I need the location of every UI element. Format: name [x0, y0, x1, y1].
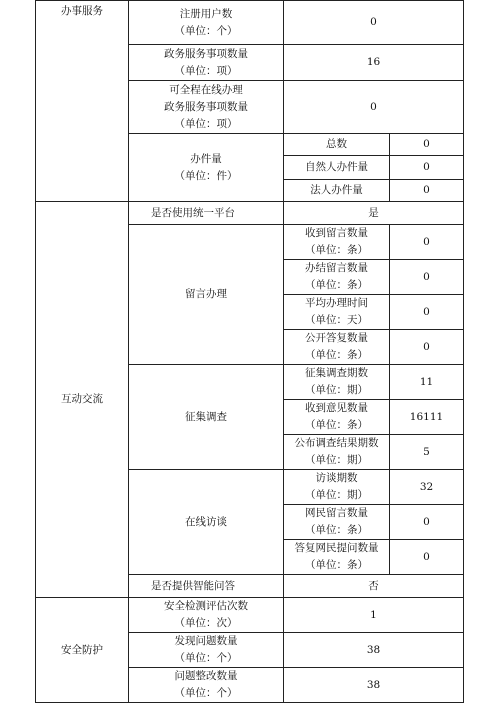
label-smart-qa: 是否提供智能问答 — [129, 575, 284, 598]
label-unit: （单位：期） — [305, 489, 368, 501]
value-cases-legal: 0 — [390, 180, 464, 202]
label-cases-legal: 法人办件量 — [284, 180, 390, 202]
label-line: 网民留言数量 — [305, 507, 368, 519]
label-line: 收到留言数量 — [305, 227, 368, 239]
label-msg-handled — [284, 260, 390, 295]
label-cases-total: 总数 — [284, 134, 390, 156]
label-cases — [129, 134, 284, 202]
label-line: 办件量 — [190, 152, 222, 165]
label-security-issues — [129, 633, 284, 668]
value-cases-total: 0 — [390, 134, 464, 156]
label-security-fixed — [129, 668, 284, 703]
value-survey-results: 5 — [390, 435, 464, 470]
label-interview-periods — [284, 470, 390, 505]
label-unit: （单位：期） — [305, 384, 368, 396]
label-interview-messages — [284, 505, 390, 540]
label-line: 政务服务事项数量 — [164, 100, 248, 113]
label-unified-platform: 是否使用统一平台 — [129, 202, 284, 225]
value-gov-items: 16 — [284, 45, 464, 81]
value-msg-avg-time: 0 — [390, 295, 464, 330]
value-msg-received: 0 — [390, 225, 464, 260]
label-unit: （单位：次） — [174, 617, 238, 629]
value-unified-platform: 是 — [284, 202, 464, 225]
label-unit: （单位：条） — [305, 349, 368, 361]
label-line: 答复网民提问数量 — [294, 542, 379, 554]
label-gov-items — [129, 45, 284, 81]
label-msg-received — [284, 225, 390, 260]
label-survey-periods — [284, 365, 390, 400]
label-unit: （单位：件） — [174, 169, 238, 182]
value-survey-periods: 11 — [390, 365, 464, 400]
value-security-fixed: 38 — [284, 668, 464, 703]
label-unit: （单位：个） — [174, 687, 238, 699]
label-unit: （单位：项） — [174, 117, 238, 130]
value-security-issues: 38 — [284, 633, 464, 668]
label-line: 公布调查结果期数 — [294, 437, 379, 449]
value-online-items: 0 — [284, 81, 464, 134]
label-unit: （单位：条） — [305, 559, 368, 571]
label-survey-results — [284, 435, 390, 470]
label-unit: （单位：条） — [305, 279, 368, 291]
label-unit: （单位：个） — [174, 652, 238, 664]
label-line: 问题整改数量 — [174, 670, 238, 682]
label-line: 安全检测评估次数 — [164, 600, 248, 612]
label-security-checks — [129, 598, 284, 633]
label-line: 访谈期数 — [315, 472, 358, 484]
label-line: 公开答复数量 — [305, 332, 368, 344]
label-online-items — [129, 81, 284, 134]
label-interview-answers — [284, 540, 390, 575]
category-interaction: 互动交流 — [36, 202, 129, 598]
label-survey: 征集调查 — [129, 365, 284, 470]
value-interview-answers: 0 — [390, 540, 464, 575]
value-survey-opinions: 16111 — [390, 400, 464, 435]
category-service: 办事服务 — [36, 1, 129, 202]
category-security: 安全防护 — [36, 598, 129, 703]
label-line: 收到意见数量 — [305, 402, 368, 414]
value-interview-messages: 0 — [390, 505, 464, 540]
label-interview: 在线访谈 — [129, 470, 284, 575]
label-registered-users — [129, 1, 284, 45]
value-security-checks: 1 — [284, 598, 464, 633]
value-registered-users: 0 — [284, 1, 464, 45]
value-smart-qa: 否 — [284, 575, 464, 598]
label-line: 征集调查期数 — [305, 367, 368, 379]
value-cases-natural: 0 — [390, 156, 464, 180]
label-messages: 留言办理 — [129, 225, 284, 365]
label-line: 平均办理时间 — [305, 297, 368, 309]
label-cases-natural: 自然人办件量 — [284, 156, 390, 180]
label-msg-avg-time — [284, 295, 390, 330]
label-unit: （单位：期） — [305, 454, 368, 466]
value-msg-public: 0 — [390, 330, 464, 365]
value-interview-periods: 32 — [390, 470, 464, 505]
label-unit: （单位：条） — [305, 419, 368, 431]
label-unit: （单位：天） — [305, 314, 368, 326]
label-unit: （单位：项） — [174, 64, 238, 77]
label-survey-opinions — [284, 400, 390, 435]
value-msg-handled: 0 — [390, 260, 464, 295]
label-unit: （单位：条） — [305, 524, 368, 536]
label-line: 政务服务事项数量 — [164, 47, 248, 60]
statistics-table — [35, 0, 464, 703]
label-line: 可全程在线办理 — [169, 83, 243, 96]
label-unit: （单位：个） — [174, 24, 238, 37]
label-line: 办结留言数量 — [305, 262, 368, 274]
label-line: 发现问题数量 — [174, 635, 238, 647]
label-msg-public — [284, 330, 390, 365]
label-line: 注册用户数 — [179, 7, 233, 20]
label-unit: （单位：条） — [305, 244, 368, 256]
